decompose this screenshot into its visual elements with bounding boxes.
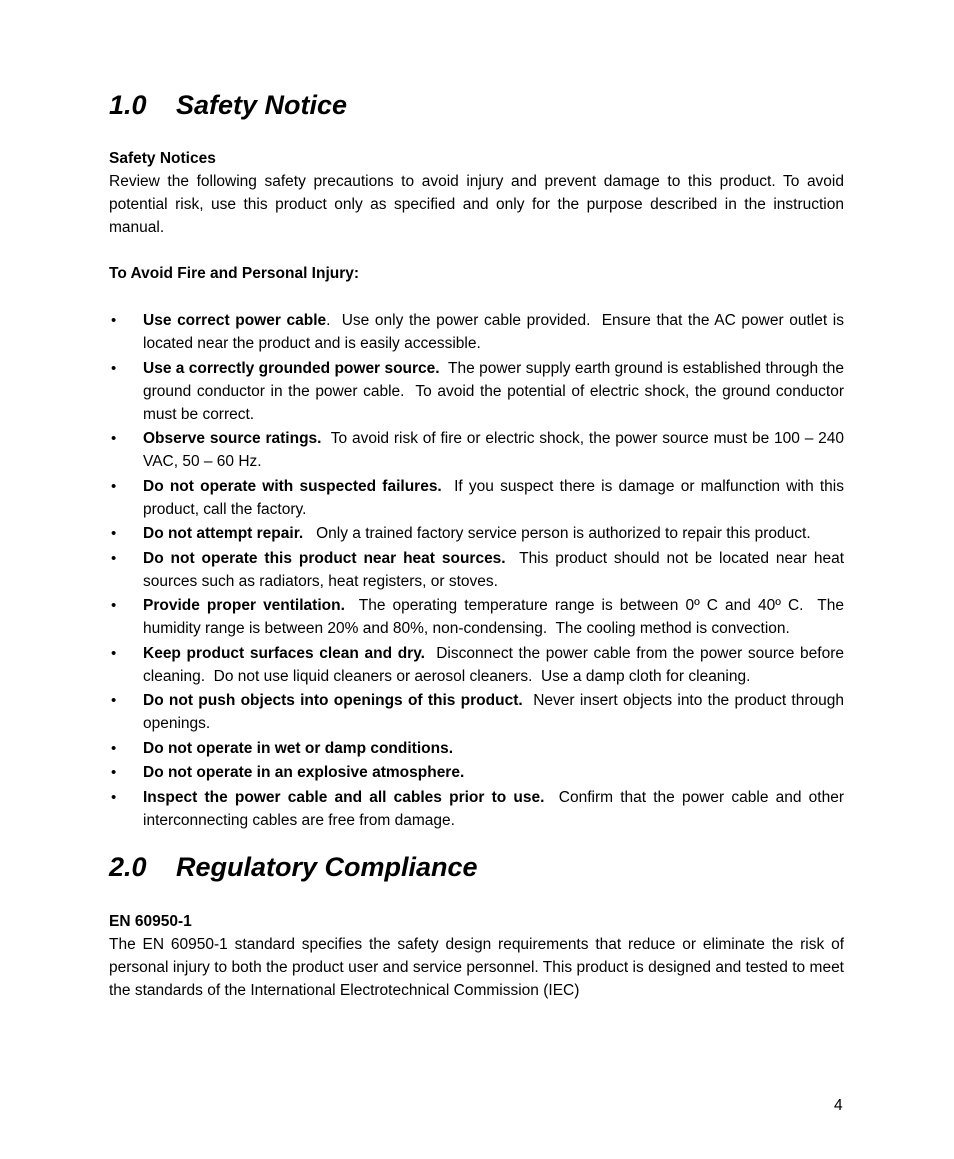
- bullet-bold-lead: Do not operate this product near heat sources.: [143, 549, 506, 567]
- safety-bullet-item: [109, 522, 844, 545]
- bullet-bold-lead: Do not operate with suspected failures.: [143, 477, 442, 495]
- bullet-icon: •: [111, 477, 117, 495]
- bullet-bold-lead: Do not operate in an explosive atmosphere.: [143, 764, 465, 781]
- bullet-icon: •: [111, 359, 117, 377]
- safety-bullet-item: [109, 547, 849, 593]
- safety-bullet-item: [109, 309, 849, 355]
- safety-bullet-item: [109, 642, 849, 688]
- safety-bullet-item: [109, 689, 849, 735]
- bullet-text: The operating temperature range is between 0º C and 40º C. The humidity range is between 20% and 80%, non-condensing. The cooling method is convection.: [143, 597, 849, 637]
- safety-bullet-item: [109, 427, 849, 473]
- safety-bullet-item: [109, 594, 849, 640]
- bullet-bold-lead: Do not operate in wet or damp conditions.: [143, 739, 454, 757]
- bullet-text: Confirm that the power cable and other interconnecting cables are free from damage.: [143, 788, 849, 829]
- bullet-icon: •: [111, 597, 117, 614]
- bullet-icon: •: [111, 549, 117, 567]
- bullet-text: . Use only the power cable provided. Ensure that the AC power outlet is located near the product and is easily accessible.: [143, 312, 849, 352]
- bullet-text: To avoid risk of fire or electric shock, the power source must be 100 – 240 VAC, 50 – 60 Hz.: [143, 430, 849, 470]
- bullet-icon: •: [111, 312, 117, 329]
- bullet-icon: •: [111, 525, 117, 542]
- bullet-text: Never insert objects into the product through openings.: [143, 692, 849, 732]
- fire-injury-heading: To Avoid Fire and Personal Injury:: [109, 265, 360, 282]
- bullet-text: Only a trained factory service person is authorized to repair this product.: [303, 525, 811, 542]
- bullet-bold-lead: Inspect the power cable and all cables prior to use.: [143, 788, 545, 806]
- section-heading-regulatory-compliance: [109, 850, 844, 884]
- safety-bullet-item: [109, 737, 844, 760]
- en-60950-subheading: EN 60950-1: [109, 912, 192, 930]
- bullet-icon: •: [111, 764, 117, 781]
- document-page: [109, 88, 849, 1002]
- bullet-icon: •: [111, 739, 117, 757]
- safety-bullet-item: [109, 786, 849, 832]
- safety-bullet-item: [109, 475, 849, 521]
- regulatory-paragraph: The EN 60950-1 standard specifies the safety design requirements that reduce or eliminate the risk of personal injury to both the product user and service personnel. This product is designed and tested to meet the standards of the International Electrotechnical Commission (IEC): [109, 935, 844, 999]
- section-title: Safety Notice: [176, 90, 348, 120]
- bullet-text: Disconnect the power cable from the power source before cleaning. Do not use liquid cleaners or aerosol cleaners. Use a damp cloth for cleaning.: [143, 644, 849, 685]
- bullet-bold-lead: Use a correctly grounded power source.: [143, 359, 440, 377]
- section-heading-safety-notice: [109, 88, 844, 122]
- bullet-bold-lead: Do not push objects into openings of this product.: [143, 692, 523, 709]
- bullet-bold-lead: Use correct power cable: [143, 312, 327, 329]
- bullet-icon: •: [111, 430, 117, 447]
- section-title: Regulatory Compliance: [176, 851, 478, 882]
- safety-intro-paragraph: Review the following safety precautions to avoid injury and prevent damage to this product. To avoid potential risk, use this product only as specified and only for the purpose described in the instruction manual.: [109, 173, 844, 236]
- bullet-bold-lead: Observe source ratings.: [143, 430, 322, 447]
- bullet-icon: •: [111, 692, 117, 709]
- bullet-bold-lead: Keep product surfaces clean and dry.: [143, 644, 425, 662]
- bullet-icon: •: [111, 644, 117, 662]
- page-number: 4: [834, 1097, 843, 1114]
- safety-bullet-list: [109, 309, 849, 832]
- section-number: 1.0: [109, 90, 147, 120]
- bullet-text: If you suspect there is damage or malfunction with this product, call the factory.: [143, 477, 849, 518]
- safety-notices-subheading: Safety Notices: [109, 150, 216, 167]
- bullet-icon: •: [111, 788, 117, 806]
- safety-bullet-item: [109, 357, 849, 426]
- bullet-bold-lead: Provide proper ventilation.: [143, 597, 345, 614]
- bullet-text: This product should not be located near heat sources such as radiators, heat registers, or stoves.: [143, 549, 849, 590]
- safety-bullet-item: [109, 761, 844, 784]
- bullet-bold-lead: Do not attempt repair.: [143, 525, 304, 542]
- bullet-text: The power supply earth ground is established through the ground conductor in the power cable. To avoid the potential of electric shock, the ground conductor must be correct.: [143, 359, 849, 423]
- section-number: 2.0: [109, 851, 147, 882]
